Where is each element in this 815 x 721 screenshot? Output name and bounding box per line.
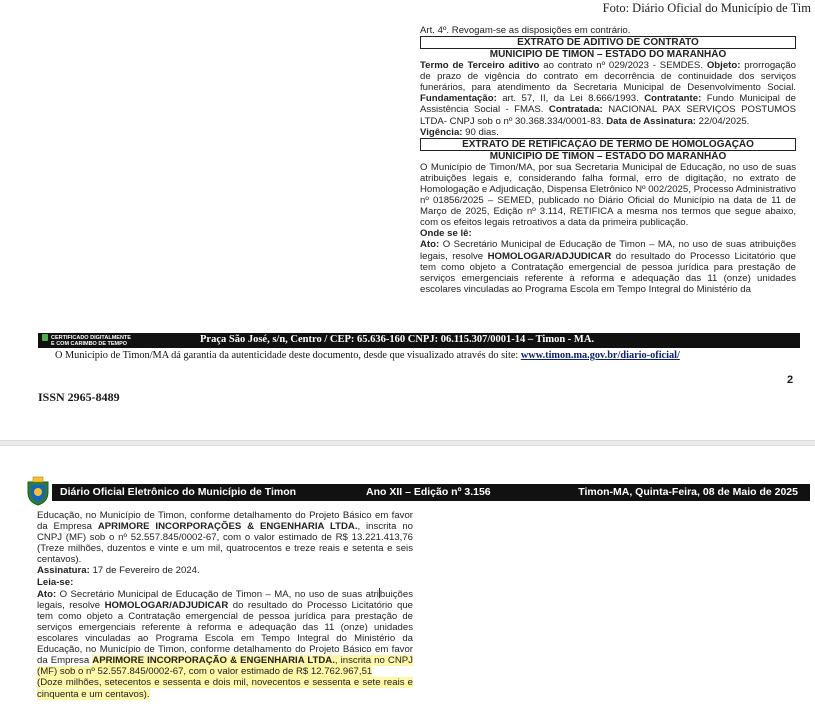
bottom-page-column: [37, 510, 413, 700]
retificacao-subtitle: MUNICIPIO DE TIMON – ESTADO DO MARANHÃO: [489, 150, 727, 162]
retificacao-paragraph: O Município de Timon/MA, por sua Secretaria Municipal de Educação, no uso de suas atribuições legais e, considerando falha formal, erro de digitação, no extrato de Homologação e Adjudicação, Dispensa Eletrônico Nº 002/2025, Processo Administrativo nº 01856/2025 – SEMED, publicado no Diário Oficial do Município na data de 11 de Março de 2025, Edição nº 3.114, RETIFICA a mesma nos termos que segue abaixo, com os efeitos legais retroativos a data da primeira publicação.: [420, 161, 796, 229]
ato-paragraph-top: Ato: O Secretário Municipal de Educação de Timon – MA, no uso de suas atribuições legais, resolve HOMOLOGAR/ADJUDICAR do resultado do Processo Licitatório que tem como objeto a Contratação emergencial de pessoa jurídica para prestação de serviços emergenciais referente à reforma e adequação das 11 (onze) unidades escolares vinculadas ao Programa Escola em Tempo Integral do Ministério da: [420, 239, 797, 295]
footer-bar: [38, 333, 800, 348]
highlighted-company: APRIMORE INCORPORAÇÃO & ENGENHARIA LTDA.: [92, 655, 335, 667]
certificate-badge: CERTIFICADO DIGITALMENTE E COM CARIMBO DE TEMPO: [42, 334, 131, 347]
lock-icon: [42, 334, 48, 341]
gazette-edition: Ano XII – Edição nº 3.156: [366, 486, 491, 498]
gazette-title: Diário Oficial Eletrônico do Município de Timon: [60, 486, 297, 498]
leia-se: Leia-se:: [37, 576, 74, 588]
issn: ISSN 2965-8489: [38, 390, 120, 404]
ato-paragraph-bottom: Ato: O Secretário Municipal de Educação de Timon – MA, no uso de suas atribuições legais, resolve HOMOLOGAR/ADJUDICAR do resultado do Processo Licitatório que tem como objeto a Contratação emergencial de pessoa jurídica para prestação de serviços emergenciais referente à reforma e adequação das 11 (onze) unidades escolares vinculadas ao Programa Escola em Tempo Integral do Ministério da Educação, no Município de Timon, conforme detalhamento do Projeto Básico em favor da Empresa APRIMORE INCORPORAÇÃO & ENGENHARIA LTDA., inscrita no CNPJ (MF) sob o nº 52.557.845/0002-67, com o valor estimado de R$ 12.762.967,51 (Doze milhões, setecentos e sessenta e dois mil, novecentos e sessenta e sete reais e cinquenta e um centavos).: [37, 588, 414, 700]
aditivo-vigencia: Vigência: 90 dias.: [420, 126, 499, 138]
authenticity-notice: O Município de Timon/MA dá garantia da autenticidade deste documento, desde que visualizado através do site: www.timon.ma.gov.br/diario-oficial/: [55, 350, 680, 361]
continuation-paragraph: Educação, no Município de Timon, conforme detalhamento do Projeto Básico em favor da Empresa APRIMORE INCORPORAÇÕES & ENGENHARIA LTDA., inscrita no CNPJ (MF) sob o nº 52.557.845/0002-67, com o valor estimado de R$ 13.221.413,76 (Treze milhões, duzentos e vinte e um mil, quatrocentos e treze reais e setenta e seis centavos).: [37, 510, 413, 566]
highlighted-value: R$ 12.762.967,51: [295, 666, 373, 678]
aditivo-paragraph: Termo de Terceiro aditivo ao contrato nº 029/2023 - SEMDES. Objeto: prorrogação de prazo de vigência do contrato em decorrência de continuidade dos serviços funerários, para atendimento da Secretaria Municipal de Desenvolvimento Social. Fundamentação: art. 57, II, da Lei 8.666/1993. Contratante: Fundo Municipal de Assistência Social - FMAS. Contratada: NACIONAL PAX SERVIÇOS POSTUMOS LTDA- CNPJ sob o nº 30.368.334/0001-83. Data de Assinatura: 22/04/2025.: [420, 60, 796, 127]
onde-se-le: Onde se lê:: [420, 228, 472, 240]
footer-address: Praça São José, s/n, Centro / CEP: 65.636-160 CNPJ: 06.115.307/0001-14 – Timon - MA.: [200, 334, 595, 345]
page-number: 2: [787, 374, 794, 386]
highlighted-value-words: (Doze milhões, setecentos e sessenta e dois mil, novecentos e sessenta e sete reais e cinquenta e um centavos).: [37, 677, 413, 700]
timon-crest-icon: [24, 476, 52, 506]
retificacao-title: EXTRATO DE RETIFICAÇÃO DE TERMO DE HOMOLOGAÇÃO: [420, 138, 796, 151]
aditivo-title: EXTRATO DE ADITIVO DE CONTRATO: [420, 36, 796, 49]
art4-text: Art. 4º. Revogam-se as disposições em contrário.: [420, 25, 631, 36]
page-separator: [0, 440, 815, 446]
top-page-column: [420, 25, 796, 295]
photo-credit: Foto: Diário Oficial do Município de Tim: [602, 1, 811, 15]
assinatura-line: Assinatura: 17 de Fevereiro de 2024.: [37, 565, 200, 577]
diario-oficial-link[interactable]: www.timon.ma.gov.br/diario-oficial/: [520, 350, 680, 361]
gazette-header: [52, 484, 810, 501]
gazette-date: Timon-MA, Quinta-Feira, 08 de Maio de 2025: [578, 486, 798, 498]
aditivo-subtitle: MUNICIPIO DE TIMON – ESTADO DO MARANHÃO: [489, 49, 727, 61]
